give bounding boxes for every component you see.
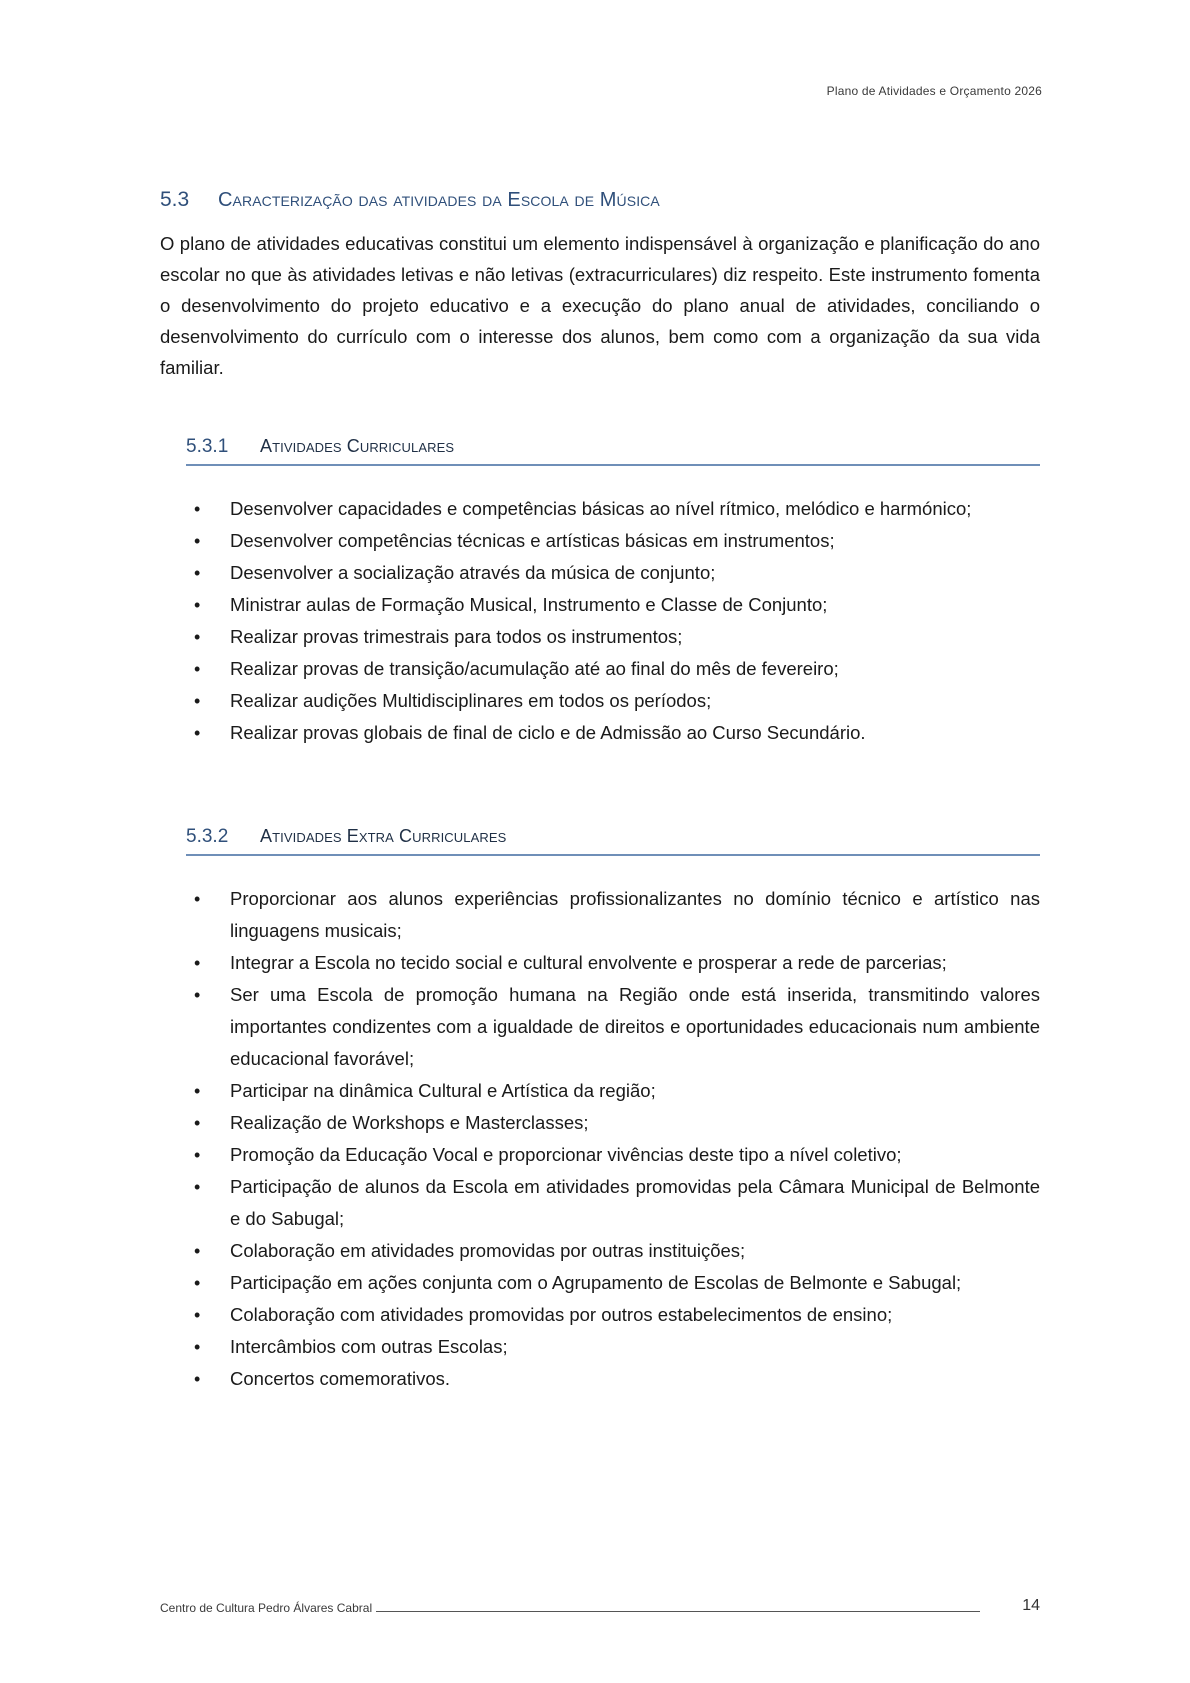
bullet-icon: •	[194, 1305, 201, 1325]
list-item: • Proporcionar aos alunos experiências profissionalizantes no domínio técnico e artístico nas linguagens musicais;	[186, 883, 1040, 947]
list-item: • Desenvolver capacidades e competências básicas ao nível rítmico, melódico e harmónico;	[186, 493, 1040, 525]
bullet-icon: •	[194, 1177, 201, 1197]
bullet-icon: •	[194, 1081, 201, 1101]
running-header: Plano de Atividades e Orçamento 2026	[826, 84, 1042, 98]
bullet-icon: •	[194, 723, 201, 743]
subsection-title: Atividades Curriculares	[260, 436, 455, 456]
list-item: • Colaboração em atividades promovidas por outras instituições;	[186, 1235, 1040, 1267]
bullet-icon: •	[194, 531, 201, 551]
list-item: • Participar na dinâmica Cultural e Artística da região;	[186, 1075, 1040, 1107]
list-item: • Integrar a Escola no tecido social e cultural envolvente e prosperar a rede de parcerias;	[186, 947, 1040, 979]
list-item: • Desenvolver competências técnicas e artísticas básicas em instrumentos;	[186, 525, 1040, 557]
section-heading	[160, 188, 1042, 212]
section-title: Caracterização das atividades da Escola de Música	[218, 189, 660, 211]
subsection-title: Atividades Extra Curriculares	[260, 826, 507, 846]
list-item: • Realizar provas globais de final de ciclo e de Admissão ao Curso Secundário.	[186, 717, 1040, 749]
curricular-activities-list	[186, 493, 1040, 749]
list-item: • Participação de alunos da Escola em atividades promovidas pela Câmara Municipal de Belmonte e do Sabugal;	[186, 1171, 1040, 1235]
footer-organization: Centro de Cultura Pedro Álvares Cabral	[160, 1601, 373, 1615]
bullet-icon: •	[194, 1145, 201, 1165]
list-item: • Ministrar aulas de Formação Musical, Instrumento e Classe de Conjunto;	[186, 589, 1040, 621]
extracurricular-activities-list	[186, 883, 1040, 1395]
footer-rule	[376, 1610, 980, 1612]
bullet-icon: •	[194, 595, 201, 615]
section-intro-paragraph: O plano de atividades educativas constitui um elemento indispensável à organização e planificação do ano escolar no que às atividades letivas e não letivas (extracurriculares) diz respeito. Este instrumento fomenta o desenvolvimento do projeto educativo e a execução do plano anual de atividades, conciliando o desenvolvimento do currículo com o interesse dos alunos, bem como com a organização da sua vida familiar.	[160, 233, 1040, 378]
list-item: • Concertos comemorativos.	[186, 1363, 1040, 1395]
bullet-icon: •	[194, 563, 201, 583]
bullet-icon: •	[194, 499, 201, 519]
page-number: 14	[1022, 1597, 1040, 1614]
list-item: • Ser uma Escola de promoção humana na Região onde está inserida, transmitindo valores importantes condizentes com a igualdade de direitos e oportunidades educacionais num ambiente educacional favorável;	[186, 979, 1040, 1075]
subsection-number: 5.3.1	[186, 436, 229, 457]
list-item: • Intercâmbios com outras Escolas;	[186, 1331, 1040, 1363]
list-item: • Realizar provas trimestrais para todos os instrumentos;	[186, 621, 1040, 653]
subsection-heading-extracurriculares	[186, 826, 1040, 856]
list-item: • Promoção da Educação Vocal e proporcionar vivências deste tipo a nível coletivo;	[186, 1139, 1040, 1171]
bullet-icon: •	[194, 659, 201, 679]
subsection-number: 5.3.2	[186, 826, 229, 847]
list-item: • Colaboração com atividades promovidas por outros estabelecimentos de ensino;	[186, 1299, 1040, 1331]
list-item: • Realizar audições Multidisciplinares em todos os períodos;	[186, 685, 1040, 717]
list-item: • Realizar provas de transição/acumulação até ao final do mês de fevereiro;	[186, 653, 1040, 685]
bullet-icon: •	[194, 691, 201, 711]
list-item: • Desenvolver a socialização através da música de conjunto;	[186, 557, 1040, 589]
bullet-icon: •	[194, 985, 201, 1005]
bullet-icon: •	[194, 1369, 201, 1389]
list-item: • Participação em ações conjunta com o Agrupamento de Escolas de Belmonte e Sabugal;	[186, 1267, 1040, 1299]
bullet-icon: •	[194, 889, 201, 909]
bullet-icon: •	[194, 1273, 201, 1293]
section-number: 5.3	[160, 188, 190, 211]
bullet-icon: •	[194, 953, 201, 973]
bullet-icon: •	[194, 1113, 201, 1133]
list-item: • Realização de Workshops e Masterclasses;	[186, 1107, 1040, 1139]
subsection-heading-curriculares	[186, 436, 1040, 466]
bullet-icon: •	[194, 1241, 201, 1261]
bullet-icon: •	[194, 1337, 201, 1357]
page-footer	[160, 1597, 1040, 1615]
bullet-icon: •	[194, 627, 201, 647]
